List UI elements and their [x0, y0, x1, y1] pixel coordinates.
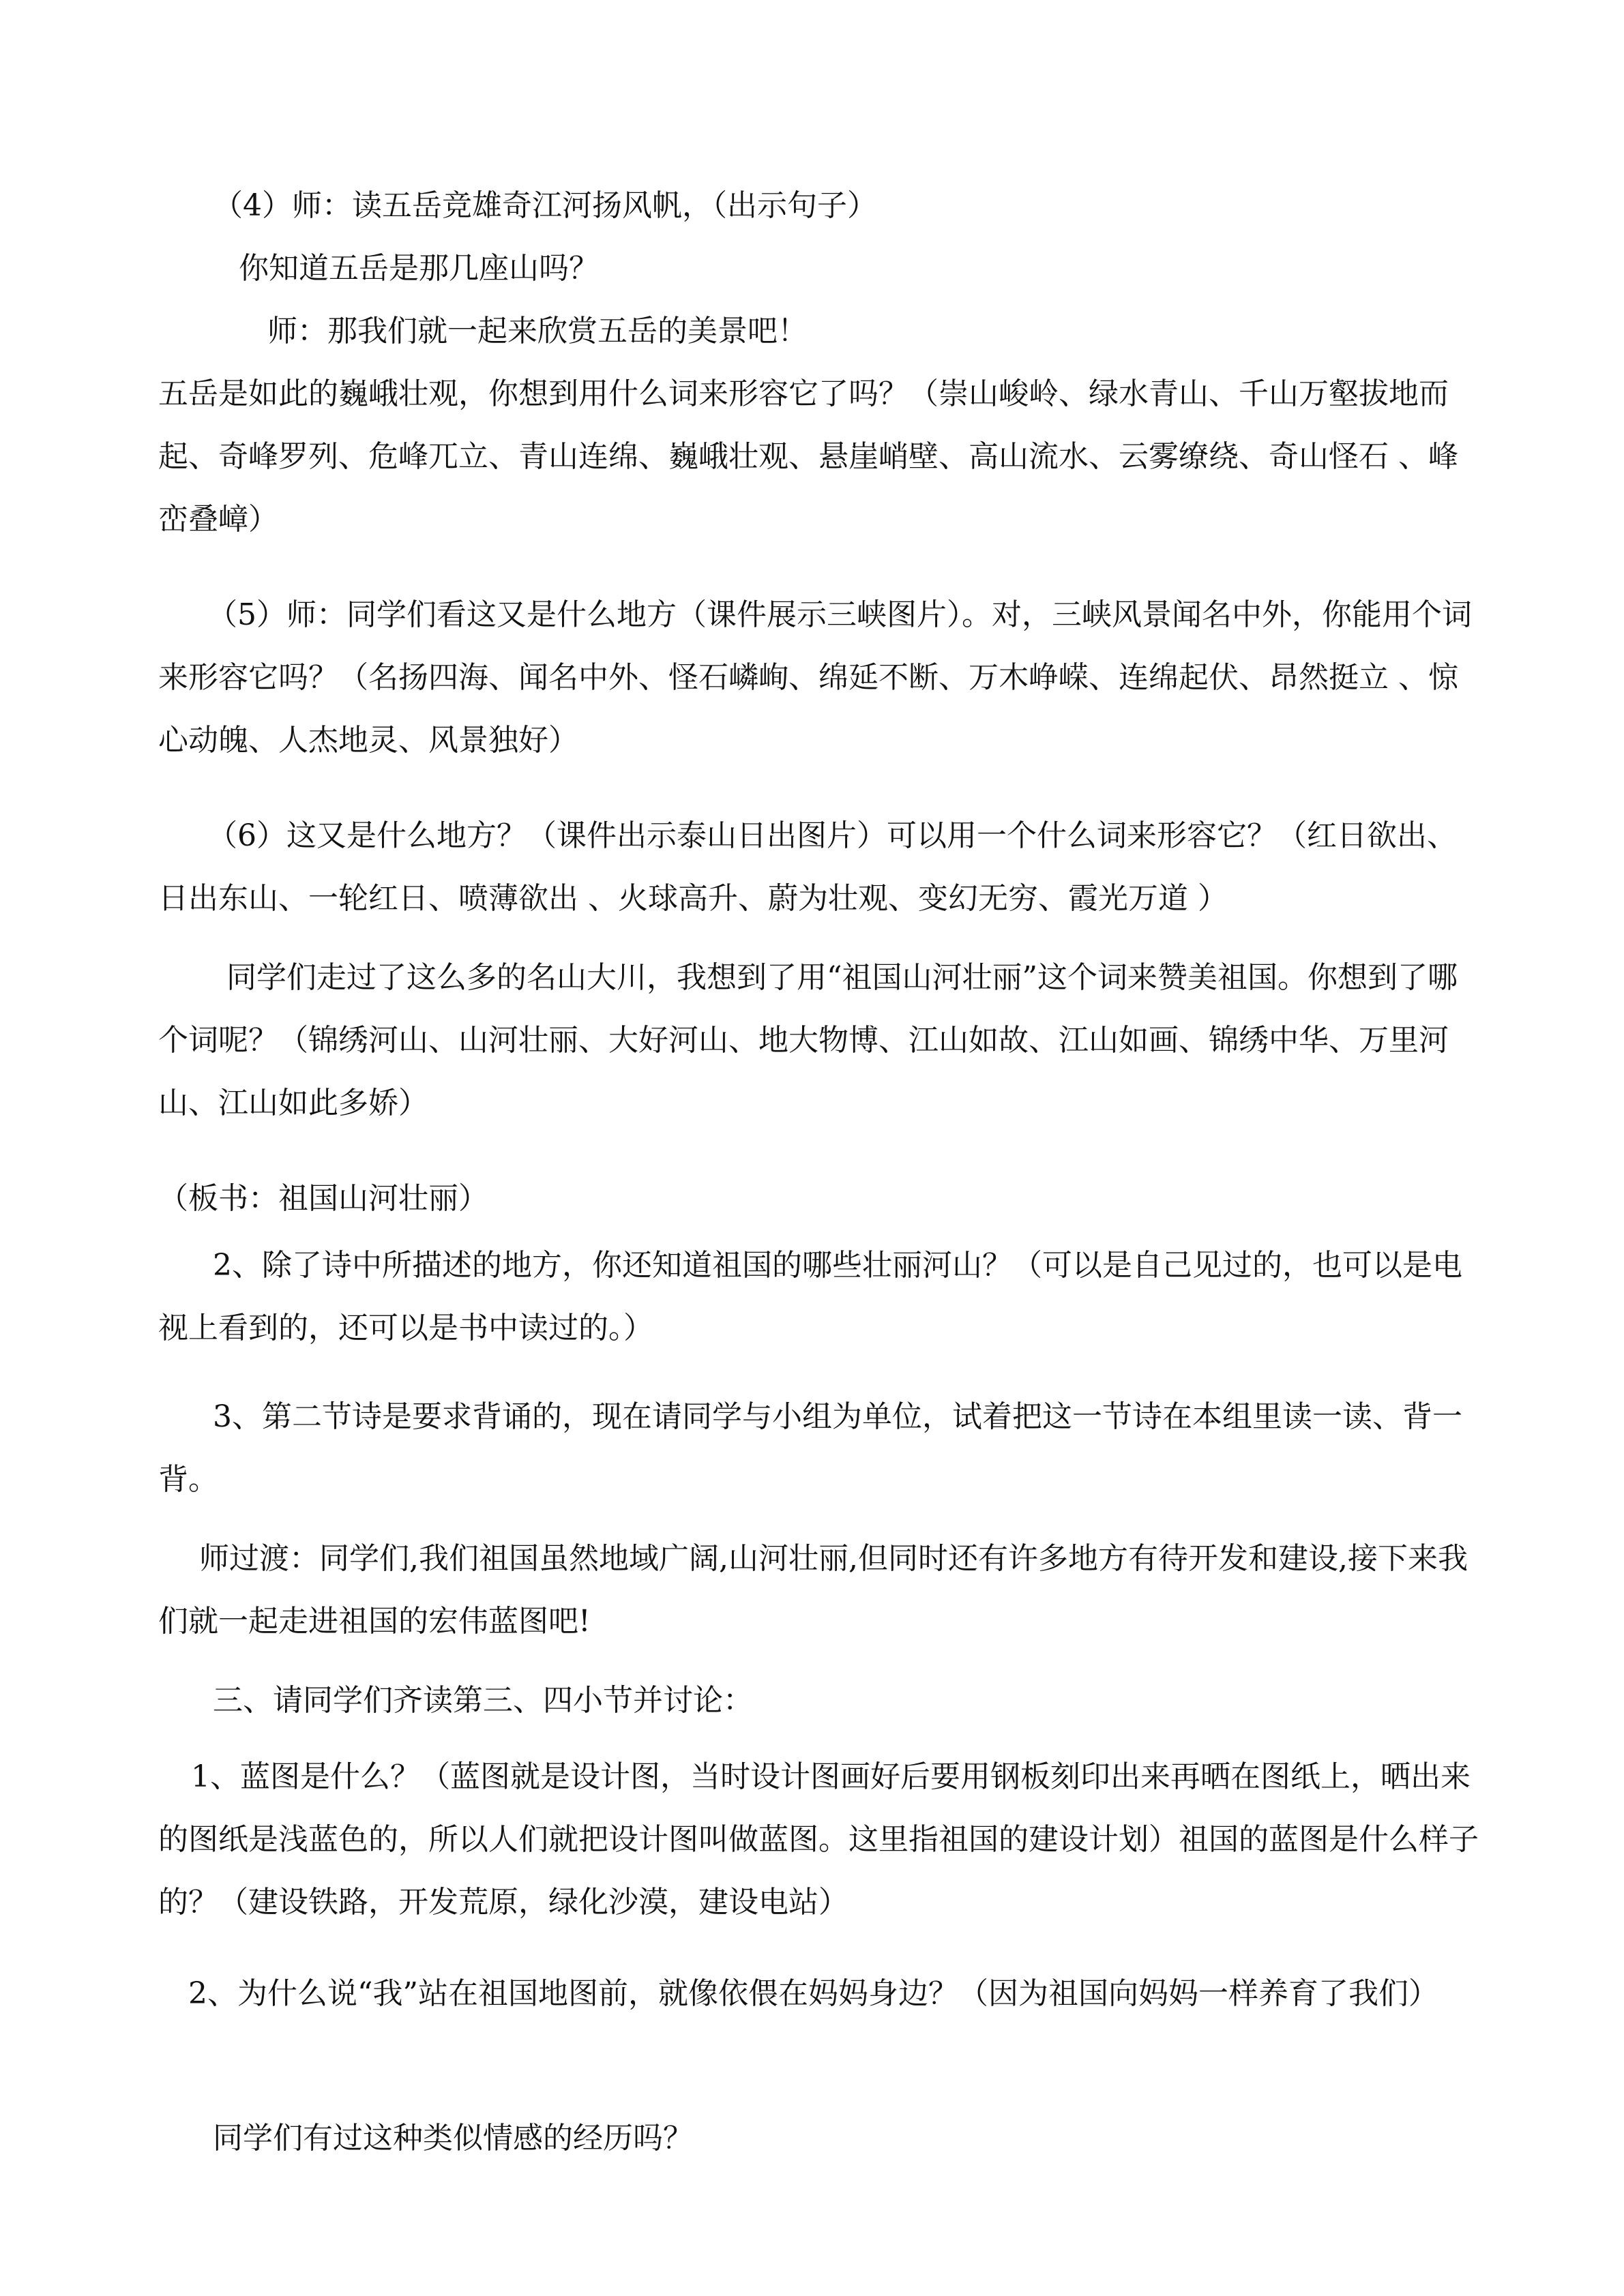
paragraph-14: 2、为什么说“我”站在祖国地图前，就像依偎在妈妈身边？（因为祖国向妈妈一样养育了我们）: [188, 1976, 1438, 2011]
paragraph-7: 同学们走过了这么多的名山大川，我想到了用“祖国山河壮丽”这个词来赞美祖国。你想到了哪个词呢？（锦绣河山、山河壮丽、大好河山、地大物博、江山如故、江山如画、锦绣中华、万里河山、江山如此多娇）: [158, 960, 1458, 1120]
paragraph-5: （5）师：同学们看这又是什么地方（课件展示三峡图片）。对，三峡风景闻名中外，你能用个词来形容它吗？（名扬四海、闻名中外、怪石嶙峋、绵延不断、万木峥嵘、连绵起伏、昂然挺立 、惊心动魄、人杰地灵、风景独好）: [158, 597, 1472, 758]
paragraph-11: 师过渡：同学们,我们祖国虽然地域广阔,山河壮丽,但同时还有许多地方有待开发和建设,接下来我们就一起走进祖国的宏伟蓝图吧!: [158, 1541, 1468, 1639]
paragraph-8: （板书：祖国山河壮丽）: [158, 1181, 488, 1216]
paragraph-9: 2、除了诗中所描述的地方，你还知道祖国的哪些壮丽河山？（可以是自己见过的，也可以是电视上看到的，还可以是书中读过的。）: [158, 1248, 1462, 1345]
paragraph-12: 三、请同学们齐读第三、四小节并讨论：: [213, 1683, 753, 1718]
paragraph-1: （4）师：读五岳竞雄奇江河扬风帆，（出示句子）: [213, 188, 877, 223]
paragraph-6: （6）这又是什么地方？（课件出示泰山日出图片）可以用一个什么词来形容它？（红日欲出、日出东山、一轮红日、喷薄欲出 、火球高升、蔚为壮观、变幻无穷、霞光万道 ）: [158, 818, 1457, 916]
paragraph-4: 五岳是如此的巍峨壮观，你想到用什么词来形容它了吗？（崇山峻岭、绿水青山、千山万壑拔地而起、奇峰罗列、危峰兀立、青山连绵、巍峨壮观、悬崖峭壁、高山流水、云雾缭绕、奇山怪石 、峰峦叠嶂）: [158, 376, 1458, 537]
paragraph-2: 你知道五岳是那几座山吗？: [239, 251, 599, 286]
paragraph-3: 师：那我们就一起来欣赏五岳的美景吧！: [267, 314, 808, 348]
paragraph-10: 3、第二节诗是要求背诵的，现在请同学与小组为单位，试着把这一节诗在本组里读一读、背一背。: [158, 1399, 1462, 1497]
paragraph-13: 1、蓝图是什么？（蓝图就是设计图，当时设计图画好后要用钢板刻印出来再晒在图纸上，晒出来的图纸是浅蓝色的，所以人们就把设计图叫做蓝图。这里指祖国的建设计划）祖国的蓝图是什么样子的？（建设铁路，开发荒原，绿化沙漠，建设电站）: [158, 1759, 1479, 1920]
paragraph-15: 同学们有过这种类似情感的经历吗？: [213, 2121, 693, 2156]
